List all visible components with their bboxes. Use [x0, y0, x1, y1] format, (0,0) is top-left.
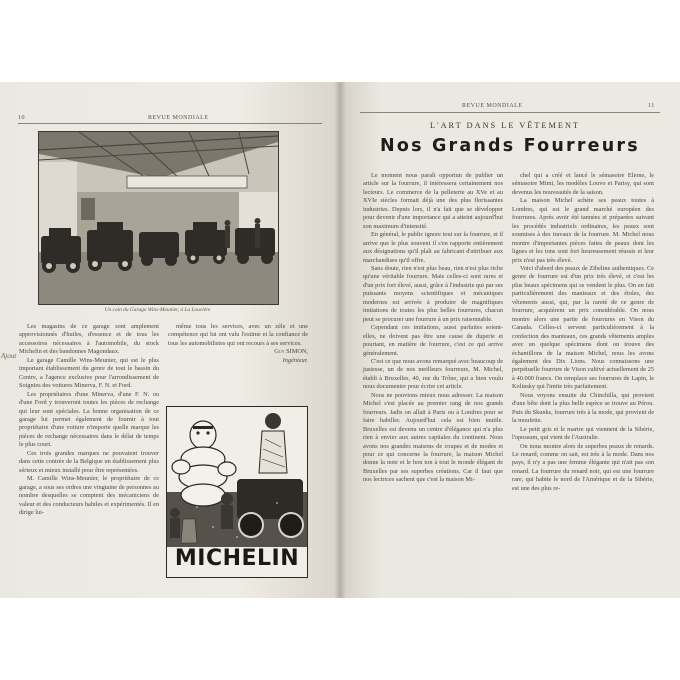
paragraph: Voici d'abord des peaux de Zibeline authentiques. Ce genre de fourrure est d'un prix très élevé, et c'est les plus beaux spécimens qui se vendent le plus. On en fait particulièrement des manteaux et des étoles, des vêtements aussi, qui, par la rareté de ce genre de fourrure, acquièrent un prix considérable. On nous montre alors une partie de fourrures en Vison du Canada. Celles-ci servent particulièrement à la confection des manteaux, ces grands vêtements amples avec un quelque spécimens dont on trouve des échantillons de la maison Michel, nous les avons également des Dix Lions. Nous connaissons une perpétuelle fourrure de Vison cultivé actuellement de 25 à 40.000 francs. On remplace ses fourrures de Lapin, le Kolinsky qui l'imite très parfaitement.	[512, 264, 654, 391]
paragraph: En général, le public ignore tout sur la fourrure, et il arrive que le plus souvent il s'en rapporte entièrement aux désignations qu'il plaît au fabricant d'attribuer aux marchandises qu'il offre.	[363, 231, 503, 264]
page-gutter	[334, 82, 346, 598]
paragraph: Ces trois grandes marques ne pouvaient trouver dans cette contrée de la Belgique un établissement plus sérieux et mieux installé pour être représentées.	[19, 449, 159, 474]
signature-title: Ingénieur.	[282, 356, 308, 364]
paragraph: Le petit gris et le martre qui viennent de la Sibérie, l'opossum, qui vient de l'Australie.	[512, 425, 654, 442]
left-header-rule	[18, 123, 322, 124]
garage-photo	[38, 131, 279, 305]
paragraph: C'est ce que nous avons remarqué avec beaucoup de justesse, un de nos meilleurs fourreurs, M. Michel, établi à Bruxelles, 40, rue du Trône, qui a bien voulu nous documenter pour écrire cet article.	[363, 357, 503, 391]
left-column-2	[168, 323, 308, 365]
left-column-1	[19, 323, 159, 517]
section-title: L'ART DANS LE VÊTEMENT	[430, 121, 581, 130]
paragraph: Les magasins de ce garage sont amplement approvisionnés d'huiles, d'essence et de tous les accessoires nécessaires à l'automobile, du stock Michelin et des bandonnes Magondaux.	[19, 323, 159, 356]
garage-interior-illustration	[39, 132, 278, 304]
michelin-advertisement	[166, 406, 308, 578]
paragraph: chel qui a créé et lancé le sémasoire Elione, le sémasoire Mimi, les modèles Louvo et Parisy, qui sont devenus les nouveautés de la saison.	[512, 172, 654, 196]
handwritten-margin-note: Ajout	[1, 352, 17, 360]
paragraph: M. Camille Wins-Meunier, le propriétaire de ce garage, a sous ses ordres une vingtaine de personnes au nombre desquelles se comptent des mécaniciens de valeur et des conducteurs habiles et expérimentés. Il en dirige lui-	[19, 475, 159, 516]
paragraph: même tous les services, avec un zèle et une compétence qui lui ont valu l'estime et la confiance de tous les automobilistes qui ont recours à ses services.	[168, 323, 308, 347]
right-header-rule	[360, 112, 660, 113]
paragraph: Cependant ces imitations, aussi parfaites soient-elles, ne doivent pas être une cause de duperie et pourtant, en matière de fourrure, c'est ce qui arrive généralement.	[363, 324, 503, 357]
paragraph: La maison Michel achète ses peaux toutes à Londres, qui est le grand marché européen des fourrures. Après avoir été tannées et préparées suivant les procédés industriels ordinaires, les peaux sont soumises à des travaux de la fourrure. M. Michel nous montre d'importantes pièces faites de peaux dont les lignes et les tons sont fort heureusement réussis et leur prix n'est pas très élevé.	[512, 197, 654, 264]
paragraph: Sans doute, rien n'est plus beau, rien n'est plus riche qu'une véritable fourrure. Mais celles-ci sont rares et d'un prix fort élevé, aussi, grâce à l'industrie qui par ses puissants moyens scientifiques et mécaniques modernes est arrivée à produire de magnifiques imitations de toutes les plus belles fourrures, chacun peut se procurer une fourrure à un prix raisonnable.	[363, 264, 503, 323]
left-running-head: REVUE MONDIALE	[148, 115, 209, 121]
right-column-2	[512, 172, 654, 493]
signature-name: Guy SIMON,	[274, 348, 308, 356]
signature	[168, 348, 308, 365]
right-running-head: REVUE MONDIALE	[462, 103, 523, 109]
paragraph: Nous voyons ensuite du Chinchilla, qui provient d'une bête dont la plus belle espèce se trouve au Pérou. Puis du Skunks, fourrure très à la mode, qui provient de la moufette.	[512, 391, 654, 425]
article-headline: Nos Grands Fourreurs	[380, 136, 640, 156]
michelin-logo-text: MICHELIN	[174, 546, 300, 571]
right-page-number: 11	[648, 103, 655, 109]
paragraph: Les propriétaires d'une Minerva, d'une F. N. ou d'une Ford y trouveront toutes les pièces de rechange qui leur sont spéciales. La bonne organisation de ce garage lui permet également de fournir à tout propriétaire d'une voiture n'importe quelle marque les pièces de rechange nécessaires dans le délai de temps le plus court.	[19, 390, 159, 449]
paragraph: Le garage Camille Wins-Meunier, qui est le plus important établissement du genre de tout le bassin du Centre, a l'agence exclusive pour l'arrondissement de Soignies des voitures Minerva, F. N. et Ford.	[19, 356, 159, 390]
paragraph: Le moment nous paraît opportun de publier un article sur la fourrure, il intéressera certainement nos lecteurs. Le commerce de la pelleterie au XVe et au XVIe siècles formait déjà une des plus florissantes industries. Depuis lors, il n'a fait que se développer pour devenir d'une importance qui a atteint aujourd'hui son maximum d'intensité.	[363, 172, 503, 230]
paragraph: On nous montre alors de superbes peaux de renards. Le renard, comme on sait, est très à la mode. Dans nos pays, il n'y a pas une femme élégante qui n'ait pas son renard. La fourrure du renard noir, qui est une fourrure rare, qui habite le nord de l'Amérique et de la Sibérie, est une des plus re-	[512, 442, 654, 492]
photo-caption: Un coin du Garage Wins-Meunier, à La Louvière	[104, 307, 211, 313]
right-column-1	[363, 172, 503, 485]
left-page-number: 10	[18, 115, 25, 121]
paragraph: Nous ne pouvions mieux nous adresser. La maison Michel s'est placée au premier rang de nos grands fourreurs. Jadis on allait à Paris ou à Londres pour se faire habiller. Aujourd'hui cela est bien inutile. Bruxelles est devenu un centre d'élégance qui n'a plus rien à envier aux autres capitales du continent. Nous avons nos grandes maisons de coupes et de modes et pour ce qui concerne la fourrure, la maison Michel donne la note et le bon ton à tout le monde élégant de Bruxelles par ses superbes créations. Car il faut que nos lectrices sachent que c'est la maison Mi-	[363, 391, 503, 484]
